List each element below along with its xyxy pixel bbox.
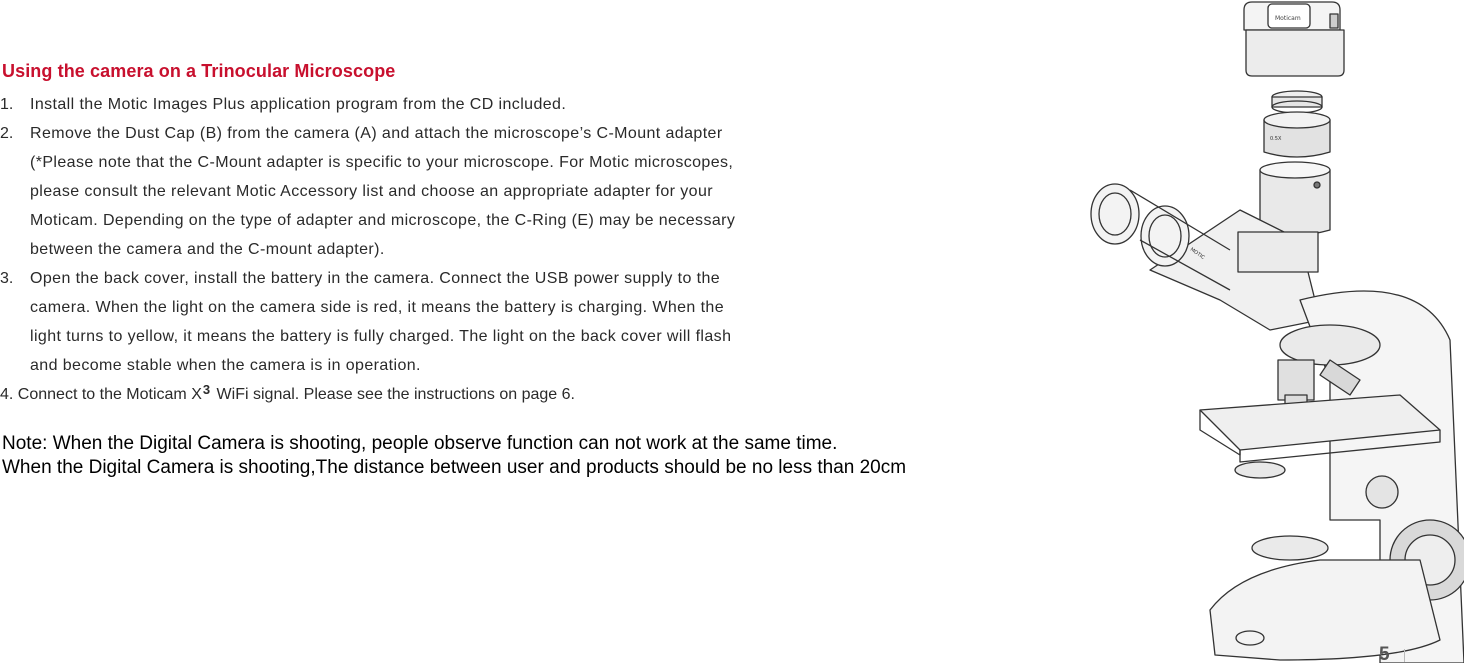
step-2-line-3: please consult the relevant Motic Accessory list and choose an appropriate adapter for your: [30, 183, 713, 200]
step-4-superscript: 3: [202, 382, 211, 397]
adapter-label: 0.5X: [1270, 136, 1282, 142]
step-3-line-3: light turns to yellow, it means the battery is fully charged. The light on the back cover will flash: [30, 328, 732, 345]
note-line-1: Note: When the Digital Camera is shooting, people observe function can not work at the same time.: [2, 433, 838, 454]
step-2-line-1: Remove the Dust Cap (B) from the camera (A) and attach the microscope’s C-Mount adapter: [30, 125, 723, 142]
section-heading: Using the camera on a Trinocular Microscope: [2, 61, 396, 81]
step-3-number: 3.: [0, 270, 14, 287]
step-2-line-2: (*Please note that the C-Mount adapter is specific to your microscope. For Motic microscopes,: [30, 154, 734, 171]
step-3-line-2: camera. When the light on the camera side is red, it means the battery is charging. When the: [30, 299, 725, 316]
step-4-prefix: 4. Connect to the Moticam X: [0, 386, 202, 403]
step-3-line-4: and become stable when the camera is in operation.: [30, 357, 421, 374]
page-number-divider: [1404, 649, 1405, 662]
step-1-number: 1.: [0, 96, 14, 113]
step-2-number: 2.: [0, 125, 14, 142]
brand-label: MOTIC: [1188, 246, 1206, 261]
step-2-line-4: Moticam. Depending on the type of adapter and microscope, the C-Ring (E) may be necessary: [30, 212, 736, 229]
camera-body: [1244, 2, 1344, 76]
step-4-suffix: WiFi signal. Please see the instructions on page 6.: [212, 386, 575, 403]
step-4-text: [0, 382, 575, 404]
step-2-line-5: between the camera and the C-mount adapter).: [30, 241, 385, 258]
camera-label: Moticam: [1275, 15, 1301, 22]
note-line-2: When the Digital Camera is shooting,The distance between user and products should be no less than 20cm: [2, 457, 907, 478]
page-number: 5: [1379, 644, 1390, 665]
step-1-text: Install the Motic Images Plus application program from the CD included.: [30, 96, 567, 113]
step-3-line-1: Open the back cover, install the battery in the camera. Connect the USB power supply to the: [30, 270, 721, 287]
microscope-illustration: [1070, 0, 1464, 663]
